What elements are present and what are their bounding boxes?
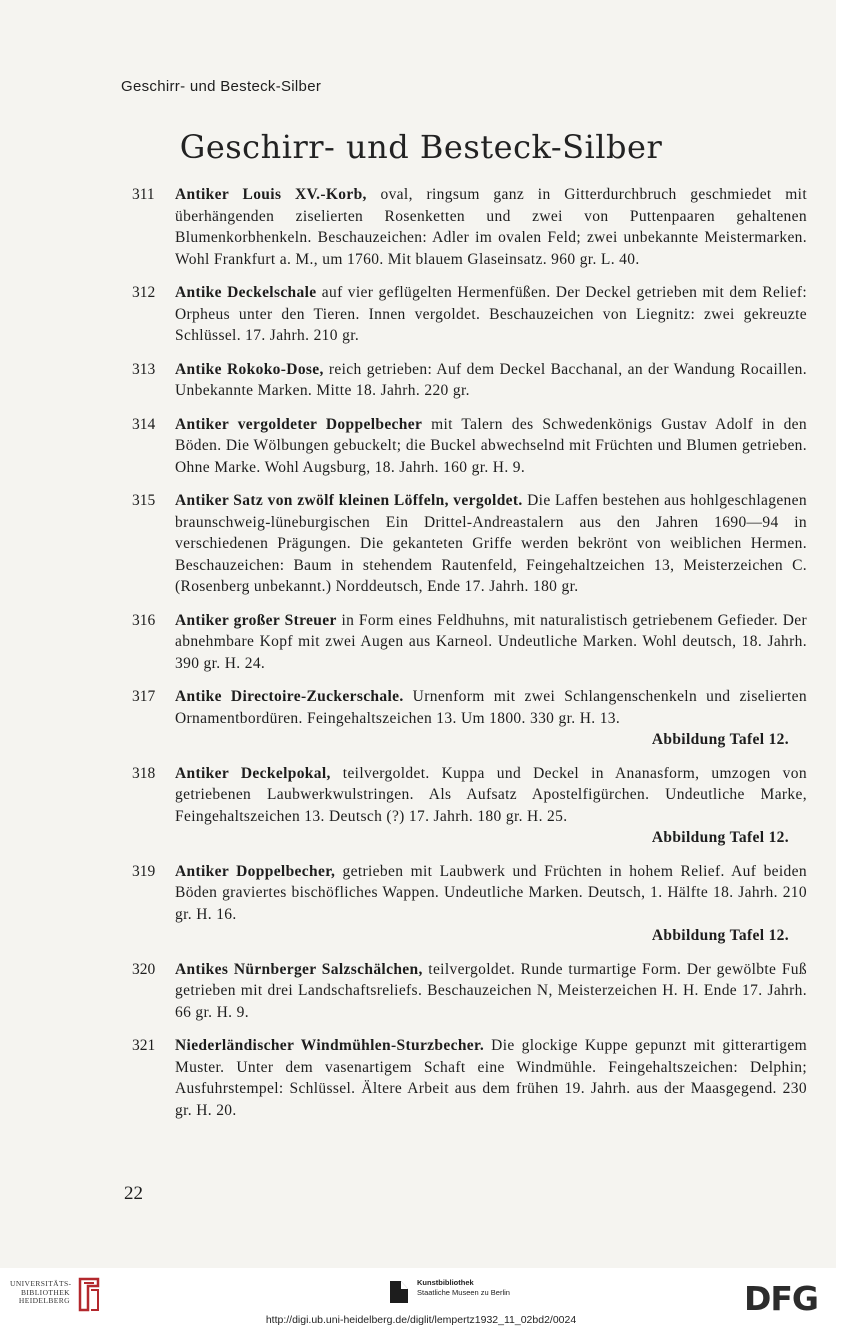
entry-description: in Form eines Feldhuhns, mit naturalistisch getriebenem Gefieder. Der abnehmbare Kopf mit zwei Augen aus Karneol. Undeutliche Marken. Wohl deutsch, 18. Jahrh. 390 gr. H. 24. (175, 611, 807, 672)
entry-text (175, 610, 807, 675)
entry-heading: Antiker Deckelpokal, (175, 764, 331, 782)
entry-heading: Antiker Satz von zwölf kleinen Löffeln, vergoldet. (175, 492, 523, 509)
entry-text (175, 490, 807, 598)
ub-line: BIBLIOTHEK (21, 1287, 70, 1297)
entry-text (175, 861, 807, 947)
catalog-entry (0, 610, 836, 675)
entry-description: teilvergoldet. Runde turmartige Form. Der gewölbte Fuß getrieben mit drei Landschaftsreliefs. Beschauzeichen N, Meisterzeichen H. H. Ende 17. Jahrh. 66 gr. H. 9. (175, 960, 807, 1021)
entry-text (175, 282, 807, 347)
entry-text (175, 359, 807, 402)
entry-number: 317 (132, 688, 156, 705)
plate-reference: Abbildung Tafel 12. (651, 829, 789, 846)
kb-subtitle: Staatliche Museen zu Berlin (417, 1288, 510, 1297)
kunstbibliothek-logo-icon (387, 1279, 411, 1305)
entry-number: 314 (132, 415, 156, 433)
entry-heading: Antiker Louis XV.-Korb, (175, 186, 367, 203)
catalog-entry (0, 1035, 836, 1121)
catalog-entry (0, 414, 836, 479)
entry-description: reich getrieben: Auf dem Deckel Bacchanal, an der Wandung Rocaillen. Unbekannte Marken. Mitte 18. Jahrh. 220 gr. (175, 360, 808, 399)
entry-heading: Niederländischer Windmühlen-Sturzbecher. (175, 1037, 485, 1054)
plate-reference: Abbildung Tafel 12. (651, 731, 789, 748)
catalog-entry (0, 282, 836, 347)
entry-number: 318 (132, 764, 156, 782)
entry-text (175, 763, 807, 849)
entry-description: oval, ringsum ganz in Gitterdurchbruch geschmiedet mit überhängenden ziselierten Rosenketten und zwei von Puttenpaaren gehaltenen Blumenkorbhenkeln. Beschauzeichen: Adler im ovalen Feld; zwei unbekannte Meistermarken. Wohl Frankfurt a. M., um 1760. Mit blauem Glaseinsatz. 960 gr. L. 40. (175, 186, 807, 268)
catalog-entry (0, 763, 836, 849)
entry-number: 319 (132, 862, 156, 880)
entry-number: 311 (132, 186, 155, 203)
ub-heidelberg-logo-icon (76, 1276, 102, 1314)
entry-text (175, 1035, 807, 1121)
ub-heidelberg-name (10, 1280, 70, 1306)
catalog-entry (0, 490, 836, 598)
entry-description: Die glockige Kuppe gepunzt mit gitterartigem Muster. Unter dem vasenartigem Schaft eine Windmühle. Feingehaltszeichen: Delphin; Ausfuhrstempel: Schlüssel. Ältere Arbeit aus dem frühen 19. Jahrh. aus der Maasgegend. 230 gr. H. 20. (175, 1037, 807, 1119)
entry-heading: Antiker vergoldeter Doppelbecher (175, 415, 423, 433)
entry-description: auf vier geflügelten Hermenfüßen. Der Deckel getrieben mit dem Relief: Orpheus unter den Tieren. Innen vergoldet. Beschauzeichen von Liegnitz: zwei gekreuzte Schlüssel. 17. Jahrh. 210 gr. (175, 284, 807, 344)
entry-heading: Antiker großer Streuer (175, 611, 337, 629)
kunstbibliothek-text (417, 1278, 510, 1298)
running-head: Geschirr- und Besteck-Silber (121, 78, 322, 95)
entry-number: 312 (132, 284, 156, 301)
entry-heading: Antike Deckelschale (175, 284, 317, 301)
entry-description: getrieben mit Laubwerk und Früchten in hohem Relief. Auf beiden Böden graviertes bischöfliches Wappen. Undeutliche Marken. Deutsch, 1. Hälfte 18. Jahrh. 210 gr. H. 16. (175, 862, 807, 923)
ub-line: HEIDELBERG (18, 1296, 70, 1305)
catalog-entry (0, 359, 836, 402)
entry-description: Urnenform mit zwei Schlangenschenkeln und ziselierten Ornamentbordüren. Feingehaltszeichen 13. Um 1800. 330 gr. H. 13. (175, 688, 807, 727)
entry-heading: Antike Rokoko-Dose, (175, 360, 324, 378)
entry-description: Die Laffen bestehen aus hohlgeschlagenen braunschweig-lüneburgischen Ein Drittel-Andreastalern aus den Jahren 1690—94 in verschiedenen Prägungen. Die gekanteten Griffe werden bekrönt von weiblichen Hermen. Beschauzeichen: Baum in stehendem Rautenfeld, Feingehaltzeichen 13, Meisterzeichen C. (Rosenberg unbekannt.) Norddeutsch, Ende 17. Jahrh. 180 gr. (175, 492, 807, 595)
entry-description: teilvergoldet. Kuppa und Deckel in Ananasform, umzogen von getriebenen Laubwerkwulstringen. Als Aufsatz Apostelfigürchen. Undeutliche Marke, Feingehaltszeichen 13. Deutsch (?) 17. Jahrh. 180 gr. H. 25. (175, 764, 807, 825)
entry-text (175, 686, 807, 751)
entry-heading: Antikes Nürnberger Salzschälchen, (175, 960, 423, 978)
entry-heading: Antike Directoire-Zuckerschale. (175, 688, 404, 705)
catalog-entries (0, 184, 836, 1133)
catalog-entry (0, 959, 836, 1024)
kb-title: Kunstbibliothek (417, 1278, 474, 1287)
dfg-logo: DFG (744, 1279, 819, 1318)
page-number: 22 (124, 1183, 143, 1204)
entry-number: 313 (132, 360, 156, 378)
entry-text (175, 414, 807, 479)
entry-number: 320 (132, 960, 156, 978)
entry-number: 315 (132, 492, 156, 509)
page-title: Geschirr- und Besteck-Silber (179, 128, 663, 166)
entry-number: 321 (132, 1037, 156, 1054)
catalog-entry (0, 686, 836, 751)
entry-number: 316 (132, 611, 156, 629)
ub-line: UNIVERSITÄTS- (10, 1279, 72, 1288)
entry-text (175, 184, 807, 270)
catalog-entry (0, 861, 836, 947)
entry-text (175, 959, 807, 1024)
plate-reference: Abbildung Tafel 12. (651, 927, 789, 944)
entry-description: mit Talern des Schwedenkönigs Gustav Adolf in den Böden. Die Wölbungen gebuckelt; die Buckel abwechselnd mit Früchten und Blumen getrieben. Ohne Marke. Wohl Augsburg, 18. Jahrh. 160 gr. H. 9. (175, 415, 807, 476)
catalog-entry (0, 184, 836, 270)
source-url[interactable]: http://digi.ub.uni-heidelberg.de/diglit/lempertz1932_11_02bd2/0024 (265, 1314, 577, 1326)
entry-heading: Antiker Doppelbecher, (175, 862, 336, 880)
